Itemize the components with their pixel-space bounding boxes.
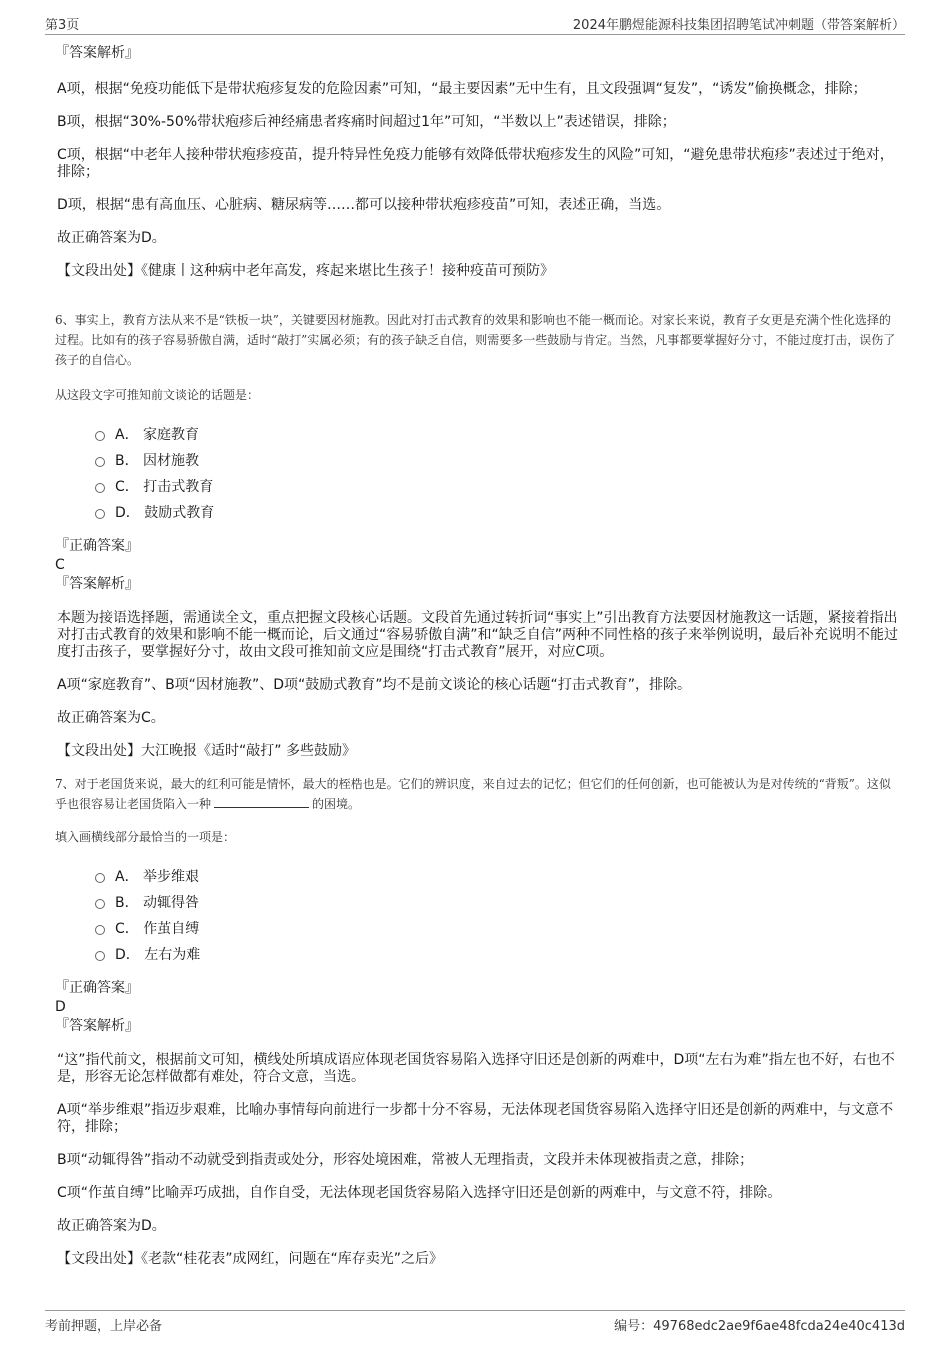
option-a[interactable]: A． 家庭教育 [95,421,900,447]
page-header [45,12,905,35]
source: 【文段出处】大江晚报《适时“敲打” 多些鼓励》 [57,743,356,759]
footer-slogan: 考前押题，上岸必备 [45,1319,163,1334]
option-c[interactable]: C． 打击式教育 [95,473,900,499]
question-prompt: 填入画横线部分最恰当的一项是： [55,830,236,844]
analysis-paragraph: 本题为接语选择题，需通读全文，重点把握文段核心话题。文段首先通过转折词“事实上”引出教育方法要因材施教这一话题，紧接着指出对打击式教育的效果和影响不能一概而论，后文通过“容易骄傲自满”和“缺乏自信”两种不同性格的孩子来举例说明，最后补充说明不能过度打击孩子，要掌握好分寸，故由文段可推知前文应是围绕“打击式教育”展开，对应C项。 [57,610,899,660]
analysis-label: 『答案解析』 [55,45,139,61]
options-list [95,863,900,967]
page-content [55,44,900,1284]
radio-icon[interactable] [95,457,105,467]
option-a[interactable]: A． 举步维艰 [95,863,900,889]
correct-answer: C [55,557,65,573]
analysis-paragraph: A项“家庭教育”、B项“因材施教”、D项“鼓励式教育”均不是前文谈论的核心话题“打击式教育”，排除。 [57,677,691,693]
radio-icon[interactable] [95,951,105,961]
analysis-paragraph: D项，根据“患有高血压、心脏病、糖尿病等……都可以接种带状疱疹疫苗”可知，表述正确，当选。 [57,197,671,213]
analysis-paragraph: C项“作茧自缚”比喻弄巧成拙，自作自受，无法体现老国货容易陷入选择守旧还是创新的两难中，与文意不符，排除。 [57,1185,782,1201]
page-number: 第3页 [45,18,80,33]
option-d[interactable]: D． 鼓励式教育 [95,499,900,525]
analysis-label: 『答案解析』 [55,1018,139,1034]
fill-blank [214,795,309,808]
document-title: 2024年鹏煜能源科技集团招聘笔试冲刺题（带答案解析） [572,18,905,33]
document-id: 编号：49768edc2ae9f6ae48fcda24e40c413d [614,1319,905,1334]
option-b[interactable]: B． 动辄得咎 [95,889,900,915]
source: 【文段出处】《健康丨这种病中老年高发，疼起来堪比生孩子！接种疫苗可预防》 [57,263,554,279]
radio-icon[interactable] [95,899,105,909]
options-list [95,421,900,525]
source: 【文段出处】《老款“桂花表”成网红，问题在“库存卖光”之后》 [57,1251,444,1267]
conclusion: 故正确答案为C。 [57,710,165,726]
option-b[interactable]: B． 因材施教 [95,447,900,473]
conclusion: 故正确答案为D。 [57,1218,166,1234]
radio-icon[interactable] [95,483,105,493]
radio-icon[interactable] [95,925,105,935]
question-stem: 7、对于老国货来说，最大的红利可能是情怀，最大的桎梏也是。它们的辨识度，来自过去的记忆；但它们的任何创新，也可能被认为是对传统的“背叛”。这似乎也很容易让老国货陷入一种 的困境。 [55,777,891,811]
analysis-paragraph: A项，根据“免疫功能低下是带状疱疹复发的危险因素”可知，“最主要因素”无中生有，且文段强调“复发”，“诱发”偷换概念，排除； [57,81,867,97]
correct-label: 『正确答案』 [55,980,139,996]
question-stem: 6、事实上，教育方法从来不是“铁板一块”，关键要因材施教。因此对打击式教育的效果和影响也不能一概而论。对家长来说，教育子女更是充满个性化选择的过程。比如有的孩子容易骄傲自满，适时“敲打”实属必须；有的孩子缺乏自信，则需要多一些鼓励与肯定。当然，凡事都要掌握好分寸，不能过度打击，误伤了孩子的自信心。 [55,313,896,367]
option-d[interactable]: D． 左右为难 [95,941,900,967]
correct-answer: D [55,999,66,1015]
analysis-paragraph: C项，根据“中老年人接种带状疱疹疫苗，提升特异性免疫力能够有效降低带状疱疹发生的风险”可知，“避免患带状疱疹”表述过于绝对，排除； [57,147,894,180]
page-footer [45,1310,905,1335]
option-c[interactable]: C． 作茧自缚 [95,915,900,941]
analysis-paragraph: “这”指代前文，根据前文可知，横线处所填成语应体现老国货容易陷入选择守旧还是创新的两难中，D项“左右为难”指左也不好，右也不是，形容无论怎样做都有难处，符合文意，当选。 [57,1052,895,1085]
analysis-paragraph: A项“举步维艰”指迈步艰难，比喻办事情每向前进行一步都十分不容易，无法体现老国货容易陷入选择守旧还是创新的两难中，与文意不符，排除； [57,1102,894,1135]
question-prompt: 从这段文字可推知前文谈论的话题是： [55,388,260,402]
radio-icon[interactable] [95,509,105,519]
radio-icon[interactable] [95,873,105,883]
conclusion: 故正确答案为D。 [57,230,166,246]
analysis-label: 『答案解析』 [55,576,139,592]
analysis-paragraph: B项，根据“30%-50%带状疱疹后神经痛患者疼痛时间超过1年”可知，“半数以上”表述错误，排除； [57,114,676,130]
correct-label: 『正确答案』 [55,538,139,554]
radio-icon[interactable] [95,431,105,441]
analysis-paragraph: B项“动辄得咎”指动不动就受到指责或处分，形容处境困难，常被人无理指责，文段并未体现被指责之意，排除； [57,1152,754,1168]
